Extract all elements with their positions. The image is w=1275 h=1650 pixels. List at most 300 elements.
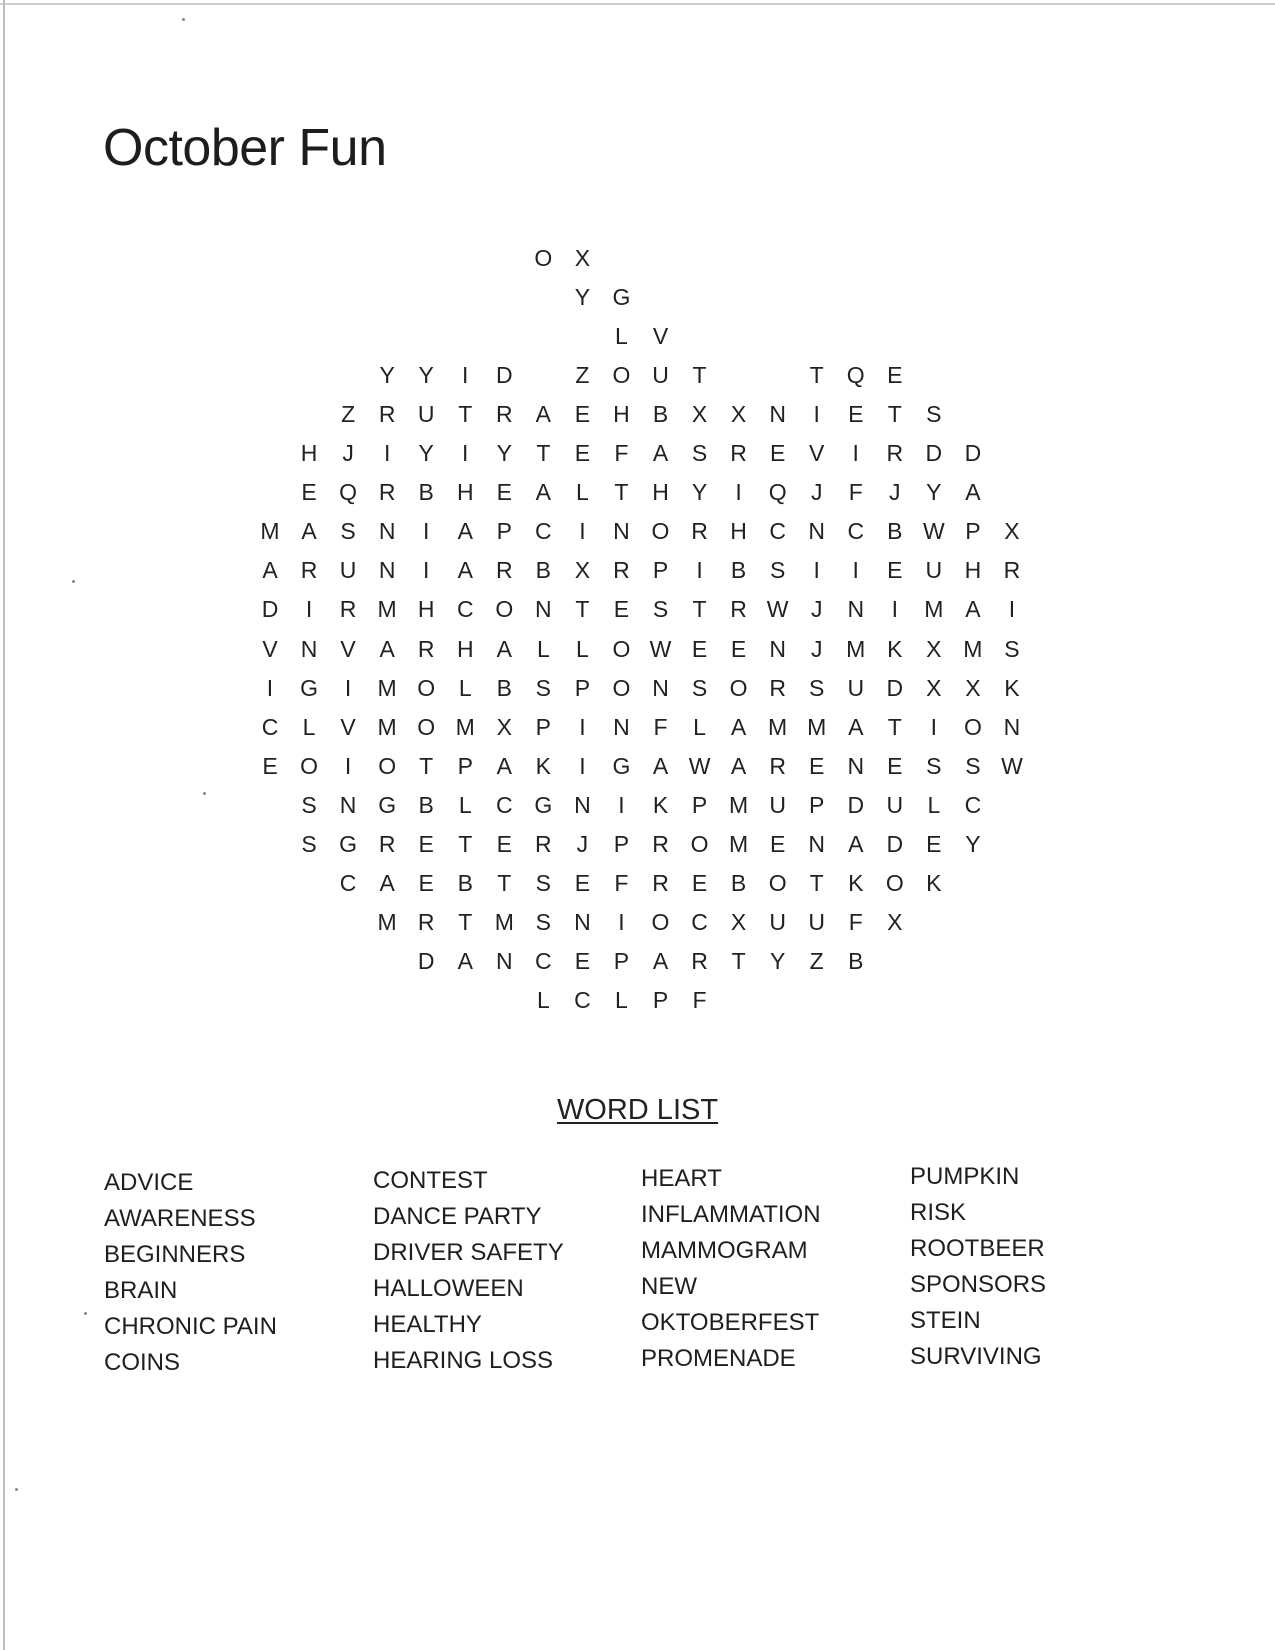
- grid-letter: Y: [418, 440, 434, 467]
- grid-letter: J: [342, 440, 354, 467]
- grid-letter: R: [339, 596, 357, 623]
- grid-letter: C: [495, 791, 513, 818]
- grid-letter: A: [379, 635, 395, 662]
- grid-letter: D: [886, 674, 904, 701]
- grid-letter: R: [691, 947, 708, 974]
- grid-letter: P: [457, 752, 473, 779]
- word-list-column-1: [104, 1165, 277, 1381]
- grid-letter: N: [574, 908, 591, 935]
- grid-letter: R: [300, 557, 318, 584]
- grid-letter: K: [652, 791, 669, 818]
- grid-letter: U: [847, 674, 865, 701]
- grid-letter: I: [696, 557, 703, 584]
- grid-letter: F: [692, 986, 707, 1013]
- grid-letter: M: [455, 713, 475, 740]
- word-list-item: HALLOWEEN: [373, 1275, 524, 1302]
- grid-letter: M: [377, 674, 397, 701]
- grid-letter: B: [848, 947, 864, 974]
- grid-letter: I: [305, 596, 313, 623]
- grid-letter: H: [456, 479, 474, 506]
- word-list-item: STEIN: [910, 1307, 981, 1334]
- grid-letter: E: [574, 401, 591, 428]
- grid-letter: R: [730, 596, 747, 623]
- grid-letter: G: [534, 791, 553, 818]
- grid-letter: I: [852, 557, 859, 584]
- grid-letter: H: [730, 518, 747, 545]
- grid-letter: X: [1004, 518, 1020, 545]
- grid-letter: N: [613, 713, 630, 740]
- grid-letter: O: [300, 752, 318, 779]
- grid-letter: S: [691, 674, 708, 701]
- grid-letter: Y: [965, 830, 981, 857]
- grid-letter: R: [495, 401, 513, 428]
- grid-letter: P: [652, 557, 669, 584]
- grid-letter: V: [809, 440, 825, 467]
- grid-letter: U: [652, 362, 669, 389]
- grid-letter: U: [417, 401, 435, 428]
- word-list-item: ADVICE: [104, 1169, 194, 1196]
- grid-letter: P: [652, 986, 669, 1013]
- grid-letter: L: [615, 986, 628, 1013]
- grid-letter: L: [536, 635, 550, 662]
- word-list-item: ROOTBEER: [910, 1235, 1045, 1262]
- word-list-item: MAMMOGRAM: [641, 1237, 808, 1264]
- grid-letter: O: [495, 596, 514, 623]
- grid-letter: O: [612, 635, 631, 662]
- word-list-item: HEART: [641, 1165, 722, 1192]
- word-list-item: NEW: [641, 1273, 697, 1300]
- grid-letter: Y: [574, 284, 591, 311]
- grid-letter: K: [1004, 674, 1020, 701]
- word-list-item: PUMPKIN: [910, 1163, 1020, 1190]
- grid-letter: J: [576, 830, 589, 857]
- grid-letter: S: [535, 674, 552, 701]
- grid-letter: V: [340, 713, 356, 740]
- grid-letter: T: [614, 479, 629, 506]
- grid-letter: M: [963, 635, 983, 662]
- grid-letter: D: [495, 362, 513, 389]
- grid-letter: C: [261, 713, 279, 740]
- grid-letter: N: [300, 635, 318, 662]
- grid-letter: S: [691, 440, 708, 467]
- grid-letter: M: [846, 635, 866, 662]
- grid-letter: L: [458, 791, 472, 818]
- grid-letter: J: [810, 479, 823, 506]
- grid-letter: E: [926, 830, 942, 857]
- grid-letter: S: [809, 674, 825, 701]
- grid-letter: E: [418, 830, 434, 857]
- grid-letter: A: [652, 440, 669, 467]
- grid-letter: Z: [809, 947, 824, 974]
- grid-letter: B: [887, 518, 903, 545]
- grid-letter: T: [497, 869, 512, 896]
- grid-letter: M: [377, 908, 397, 935]
- grid-letter: O: [651, 518, 670, 545]
- grid-letter: W: [766, 596, 789, 623]
- grid-letter: E: [418, 869, 434, 896]
- grid-letter: K: [887, 635, 903, 662]
- grid-letter: A: [379, 869, 395, 896]
- grid-letter: H: [456, 635, 474, 662]
- grid-letter: A: [848, 713, 864, 740]
- grid-letter: A: [496, 635, 512, 662]
- grid-letter: I: [422, 518, 430, 545]
- grid-letter: L: [458, 674, 472, 701]
- grid-letter: Y: [496, 440, 512, 467]
- grid-letter: E: [848, 401, 864, 428]
- word-list-item: BEGINNERS: [104, 1241, 246, 1268]
- word-list-item: INFLAMMATION: [641, 1201, 821, 1228]
- grid-letter: R: [613, 557, 630, 584]
- grid-letter: G: [300, 674, 318, 701]
- grid-letter: D: [261, 596, 279, 623]
- grid-letter: M: [807, 713, 827, 740]
- word-list-column-2: [373, 1163, 564, 1379]
- grid-letter: O: [768, 869, 787, 896]
- grid-letter: Q: [339, 479, 358, 506]
- grid-letter: G: [339, 830, 358, 857]
- grid-letter: N: [535, 596, 552, 623]
- grid-letter: D: [964, 440, 982, 467]
- grid-letter: S: [301, 791, 317, 818]
- grid-letter: X: [574, 245, 591, 271]
- scan-speck: [15, 1488, 18, 1491]
- grid-letter: Q: [768, 479, 787, 506]
- grid-letter: I: [813, 557, 820, 584]
- grid-letter: D: [886, 830, 904, 857]
- grid-letter: C: [769, 518, 786, 545]
- grid-letter: U: [769, 908, 786, 935]
- word-list-item: SURVIVING: [910, 1343, 1042, 1370]
- grid-letter: I: [344, 752, 352, 779]
- grid-letter: V: [340, 635, 356, 662]
- grid-letter: M: [260, 518, 280, 545]
- grid-letter: N: [847, 596, 865, 623]
- grid-letter: M: [729, 791, 749, 818]
- grid-letter: F: [653, 713, 668, 740]
- grid-letter: U: [886, 791, 904, 818]
- grid-letter: R: [495, 557, 513, 584]
- grid-letter: Y: [379, 362, 395, 389]
- word-list-item: CHRONIC PAIN: [104, 1313, 277, 1340]
- grid-letter: R: [378, 401, 396, 428]
- grid-letter: E: [887, 362, 903, 389]
- grid-letter: I: [579, 713, 586, 740]
- grid-letter: T: [458, 401, 473, 428]
- word-list-heading-wrap: [0, 1094, 1275, 1127]
- grid-letter: D: [417, 947, 435, 974]
- grid-letter: T: [419, 752, 434, 779]
- grid-letter: H: [964, 557, 982, 584]
- grid-letter: I: [891, 596, 898, 623]
- grid-letter: Z: [341, 401, 356, 428]
- grid-letter: A: [262, 557, 278, 584]
- grid-letter: E: [887, 752, 903, 779]
- grid-letter: D: [925, 440, 943, 467]
- grid-letter: N: [378, 518, 396, 545]
- grid-letter: A: [535, 401, 552, 428]
- word-list-item: BRAIN: [104, 1277, 178, 1304]
- grid-letter: Y: [418, 362, 434, 389]
- grid-letter: G: [612, 284, 631, 311]
- word-list-item: CONTEST: [373, 1167, 488, 1194]
- grid-letter: P: [613, 947, 630, 974]
- grid-letter: O: [378, 752, 397, 779]
- grid-letter: S: [340, 518, 356, 545]
- grid-letter: T: [731, 947, 746, 974]
- grid-letter: K: [848, 869, 864, 896]
- grid-letter: C: [964, 791, 982, 818]
- grid-letter: L: [927, 791, 941, 818]
- grid-letter: T: [458, 908, 473, 935]
- grid-letter: W: [688, 752, 711, 779]
- grid-letter: S: [1004, 635, 1020, 662]
- page-title: October Fun: [103, 119, 387, 177]
- grid-letter: U: [925, 557, 943, 584]
- grid-letter: X: [926, 635, 942, 662]
- word-list-item: COINS: [104, 1349, 181, 1376]
- grid-letter: R: [886, 440, 904, 467]
- grid-letter: M: [377, 713, 397, 740]
- grid-letter: F: [614, 869, 629, 896]
- grid-letter: L: [302, 713, 316, 740]
- grid-letter: E: [496, 830, 512, 857]
- grid-letter: K: [535, 752, 552, 779]
- grid-letter: O: [612, 362, 631, 389]
- grid-letter: T: [692, 596, 707, 623]
- grid-letter: R: [535, 830, 552, 857]
- grid-letter: E: [730, 635, 747, 662]
- scan-speck: [203, 792, 206, 795]
- grid-letter: W: [1001, 752, 1023, 779]
- grid-letter: B: [730, 869, 747, 896]
- grid-letter: P: [809, 791, 825, 818]
- grid-letter: N: [652, 674, 669, 701]
- grid-letter: A: [730, 752, 747, 779]
- grid-letter: S: [965, 752, 981, 779]
- grid-letter: X: [730, 401, 747, 428]
- grid-letter: E: [496, 479, 512, 506]
- grid-letter: A: [496, 752, 512, 779]
- grid-letter: Y: [926, 479, 942, 506]
- grid-letter: R: [417, 635, 435, 662]
- grid-letter: M: [729, 830, 749, 857]
- grid-letter: C: [691, 908, 708, 935]
- grid-letter: A: [965, 479, 981, 506]
- grid-letter: J: [889, 479, 901, 506]
- grid-letter: T: [458, 830, 473, 857]
- grid-letter: R: [691, 518, 708, 545]
- grid-letter: A: [457, 947, 473, 974]
- grid-letter: J: [810, 596, 823, 623]
- scan-speck: [84, 1312, 87, 1315]
- grid-letter: N: [339, 791, 357, 818]
- grid-letter: R: [378, 830, 396, 857]
- grid-letter: C: [574, 986, 591, 1013]
- grid-letter: P: [574, 674, 591, 701]
- grid-letter: L: [693, 713, 706, 740]
- grid-letter: S: [926, 401, 942, 428]
- grid-letter: X: [926, 674, 942, 701]
- grid-letter: L: [536, 986, 550, 1013]
- grid-letter: N: [495, 947, 513, 974]
- grid-letter: Y: [691, 479, 708, 506]
- grid-letter: S: [769, 557, 786, 584]
- grid-letter: A: [730, 713, 747, 740]
- word-list-column-4: [910, 1159, 1046, 1375]
- grid-letter: A: [848, 830, 864, 857]
- word-list-item: DANCE PARTY: [373, 1203, 542, 1230]
- word-list-item: DRIVER SAFETY: [373, 1239, 564, 1266]
- grid-letter: O: [729, 674, 748, 701]
- grid-letter: O: [417, 713, 436, 740]
- grid-letter: V: [262, 635, 278, 662]
- grid-letter: N: [808, 518, 825, 545]
- grid-letter: G: [378, 791, 397, 818]
- grid-letter: E: [301, 479, 317, 506]
- grid-letter: W: [649, 635, 672, 662]
- grid-letter: D: [847, 791, 865, 818]
- grid-letter: S: [535, 908, 552, 935]
- grid-letter: L: [575, 479, 589, 506]
- grid-letter: R: [652, 869, 669, 896]
- grid-letter: A: [965, 596, 981, 623]
- grid-letter: R: [769, 674, 786, 701]
- grid-letter: T: [536, 440, 551, 467]
- grid-letter: N: [847, 752, 865, 779]
- word-list-heading: WORD LIST: [556, 1094, 719, 1126]
- grid-letter: S: [926, 752, 942, 779]
- grid-letter: A: [457, 557, 473, 584]
- grid-letter: E: [691, 869, 708, 896]
- grid-letter: N: [378, 557, 396, 584]
- grid-letter: B: [418, 479, 434, 506]
- grid-letter: E: [613, 596, 630, 623]
- grid-letter: A: [535, 479, 552, 506]
- grid-letter: E: [262, 752, 278, 779]
- grid-letter: A: [301, 518, 317, 545]
- grid-letter: Y: [769, 947, 786, 974]
- grid-letter: L: [575, 635, 589, 662]
- grid-letter: X: [730, 908, 747, 935]
- grid-letter: I: [813, 401, 820, 428]
- grid-letter: T: [692, 362, 707, 389]
- grid-letter: V: [652, 323, 669, 350]
- grid-letter: I: [930, 713, 938, 740]
- grid-letter: P: [691, 791, 708, 818]
- grid-letter: C: [535, 947, 552, 974]
- grid-letter: Z: [575, 362, 590, 389]
- grid-letter: E: [691, 635, 708, 662]
- word-list-column-3: [641, 1161, 821, 1377]
- grid-letter: C: [456, 596, 474, 623]
- grid-letter: N: [613, 518, 630, 545]
- grid-letter: O: [612, 674, 631, 701]
- grid-letter: T: [809, 362, 824, 389]
- grid-letter: E: [574, 947, 591, 974]
- grid-letter: S: [652, 596, 669, 623]
- grid-letter: W: [922, 518, 945, 545]
- grid-letter: R: [417, 908, 435, 935]
- scan-speck: [72, 580, 75, 583]
- grid-letter: E: [574, 440, 591, 467]
- grid-letter: M: [377, 596, 397, 623]
- grid-letter: E: [809, 752, 825, 779]
- grid-letter: N: [769, 401, 786, 428]
- word-list-item: AWARENESS: [104, 1205, 256, 1232]
- grid-letter: I: [618, 908, 625, 935]
- grid-letter: I: [579, 752, 586, 779]
- grid-letter: F: [614, 440, 629, 467]
- grid-letter: E: [769, 830, 786, 857]
- grid-letter: T: [887, 401, 902, 428]
- grid-letter: P: [613, 830, 630, 857]
- grid-letter: X: [965, 674, 981, 701]
- word-list-item: HEARING LOSS: [373, 1347, 554, 1374]
- grid-letter: M: [768, 713, 788, 740]
- grid-letter: P: [535, 713, 552, 740]
- grid-letter: U: [769, 791, 786, 818]
- grid-letter: H: [417, 596, 435, 623]
- grid-letter: S: [301, 830, 317, 857]
- word-list-item: PROMENADE: [641, 1345, 796, 1372]
- grid-letter: T: [887, 713, 902, 740]
- grid-letter: A: [652, 947, 669, 974]
- grid-letter: P: [965, 518, 981, 545]
- grid-letter: N: [574, 791, 591, 818]
- grid-letter: I: [422, 557, 430, 584]
- grid-letter: E: [887, 557, 903, 584]
- grid-letter: C: [847, 518, 865, 545]
- grid-letter: O: [690, 830, 709, 857]
- grid-letter: N: [808, 830, 825, 857]
- grid-letter: I: [462, 362, 469, 389]
- grid-letter: R: [652, 830, 669, 857]
- word-list-item: HEALTHY: [373, 1311, 482, 1338]
- word-list-item: RISK: [910, 1199, 967, 1226]
- grid-letter: N: [1003, 713, 1021, 740]
- grid-letter: I: [383, 440, 391, 467]
- grid-letter: B: [652, 401, 669, 428]
- grid-letter: I: [735, 479, 742, 506]
- grid-letter: H: [300, 440, 318, 467]
- grid-letter: A: [652, 752, 669, 779]
- grid-letter: C: [535, 518, 552, 545]
- grid-letter: H: [652, 479, 669, 506]
- grid-letter: S: [535, 869, 552, 896]
- grid-letter: R: [378, 479, 396, 506]
- grid-letter: B: [730, 557, 747, 584]
- grid-letter: M: [924, 596, 944, 623]
- grid-letter: H: [613, 401, 630, 428]
- grid-letter: X: [574, 557, 591, 584]
- grid-letter: I: [852, 440, 859, 467]
- grid-letter: A: [457, 518, 473, 545]
- grid-letter: O: [963, 713, 982, 740]
- grid-letter: J: [810, 635, 823, 662]
- grid-letter: B: [535, 557, 552, 584]
- grid-letter: I: [618, 791, 625, 818]
- grid-letter: O: [651, 908, 670, 935]
- grid-letter: N: [769, 635, 786, 662]
- grid-letter: F: [848, 908, 863, 935]
- grid-letter: I: [462, 440, 469, 467]
- grid-letter: P: [496, 518, 512, 545]
- grid-letter: E: [574, 869, 591, 896]
- grid-letter: E: [769, 440, 786, 467]
- grid-letter: T: [575, 596, 590, 623]
- scan-speck: [182, 18, 185, 21]
